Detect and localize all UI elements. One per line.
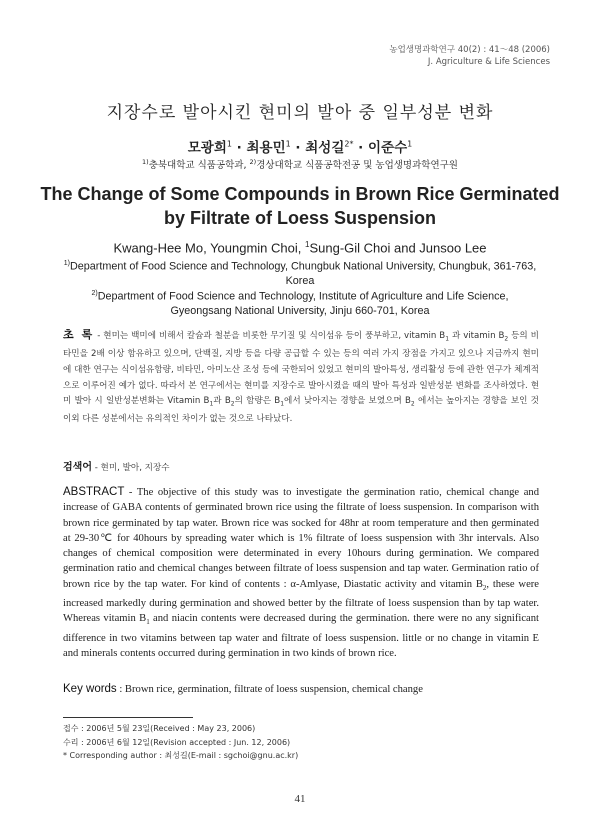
korean-affiliation: [0, 157, 600, 171]
korean-keywords-label: 검색어: [63, 462, 92, 473]
authors-sup: 1: [305, 240, 310, 249]
abstract-sub: 2: [504, 335, 509, 343]
abstract-sub: 2: [410, 400, 415, 408]
abstract-text: 에서는 높아지는 경향을 보인 것 이외 다른 성분에서는 유의적인 차이가 없는 것으로 나타났다.: [63, 396, 539, 425]
abstract-text: 의 함량은 B: [234, 396, 281, 407]
abstract-sub: 1: [280, 400, 285, 408]
journal-name: J. Agriculture & Life Sciences: [427, 57, 550, 67]
aff-text: 충북대학교 식품공학과,: [148, 160, 250, 171]
author-name: 이준수: [368, 140, 408, 156]
abstract-text: - 현미는 백미에 비해서 칼슘과 철분을 비롯한 무기질 및 식이섬유 등이 풍부하고, vitamin B: [94, 331, 446, 341]
aff-sup: 1): [63, 260, 70, 267]
korean-authors: [0, 136, 600, 156]
abstract-text: 과 vitamin B: [449, 331, 505, 341]
english-affiliation-1: [60, 257, 540, 288]
journal-citation: 농업생명과학연구 40(2) : 41～48 (2006): [389, 45, 550, 55]
abstract-text: 과 B: [213, 396, 231, 407]
footnote-received: 접수 : 2006년 5월 23일(Received : May 23, 2006): [63, 724, 256, 733]
abstract-sub: 2: [482, 583, 487, 592]
page-number: 41: [294, 793, 306, 805]
english-abstract: [63, 485, 539, 661]
korean-title: 지장수로 발아시킨 현미의 발아 중 일부성분 변화: [106, 103, 494, 123]
english-keywords-label: Key words: [63, 683, 117, 695]
authors-text: Kwang-Hee Mo, Youngmin Choi,: [113, 240, 305, 256]
english-abstract-label: ABSTRACT: [63, 486, 125, 498]
abstract-text: - The objective of this study was to investigate the germination ratio, chemical change and increase of GABA contents of germinated brown rice using the filtrate of loess suspension. In comparison with brown rice germinated by tap water. Brown rice was socked for 48hr at room temperature and then germinated at 29-30℃ for 40hours by spreading water which is 1% filtrate of loess suspension with 3hr intervals. Also changes of chemical composition were determinated in every 10hours during germination. We compared germination ratio and chemical changes between filtrate of loess suspension and tap water. Germination ratio of brown rice by the tap water. For kind of contents : α-Amlyase, Diastatic activity and vitamin B: [63, 487, 539, 590]
aff-sup: 1): [142, 157, 149, 166]
aff-text: Department of Food Science and Technology, Institute of Agriculture and Life Science, Gyeongsang National University, Jinju 660-701, Korea: [97, 290, 509, 317]
abstract-text: 에서 낮아지는 경향을 보였으며 B: [284, 396, 411, 407]
korean-abstract: [63, 327, 539, 428]
journal-header: [389, 44, 550, 68]
footnote-accepted: 수리 : 2006년 6월 12일(Revision accepted : Jun. 12, 2006): [63, 737, 291, 747]
english-title: The Change of Some Compounds in Brown Rice Germinated by Filtrate of Loess Suspension: [40, 184, 560, 228]
abstract-text: and niacin contents were decreased during the germination. there were no any significant difference in two vitamins between tap water and filtrate of loess suspension. little or no change in vitamin E and minerals contents occurred during germination in two kinds of brown rice.: [63, 613, 539, 660]
aff-sup: 2): [249, 157, 257, 166]
author-name: 최용민: [246, 140, 286, 156]
author-sup: 2*: [344, 139, 354, 149]
author-sup: 1: [407, 139, 413, 149]
aff-text: 경상대학교 식품공학전공 및 농업생명과학연구원: [256, 160, 458, 171]
author-separator: ·: [353, 140, 369, 156]
aff-sup: 2): [91, 290, 98, 297]
authors-text: Sung-Gil Choi and Junsoo Lee: [309, 240, 487, 256]
author-name: 최성길: [305, 140, 345, 156]
footnote-corresponding: * Corresponding author : 최성길(E-mail : sgchoi@gnu.ac.kr): [63, 751, 299, 760]
abstract-text: , these were increased markedly during germination and showed better by the filtrate of loess suspension than by tap water. Whereas vitamin B: [63, 578, 539, 625]
english-affiliation-2: [60, 287, 540, 318]
abstract-sub: 1: [209, 400, 214, 408]
keywords-text: - 현미, 발아, 지장수: [91, 463, 170, 473]
english-keywords: [63, 683, 539, 695]
footnotes: [63, 722, 298, 763]
korean-abstract-label: 초 록: [63, 328, 95, 341]
english-authors: [0, 240, 600, 255]
abstract-sub: 1: [146, 618, 150, 627]
korean-keywords: [63, 458, 170, 473]
keywords-text: : Brown rice, germination, filtrate of loess suspension, chemical change: [116, 684, 423, 695]
author-separator: ·: [231, 140, 247, 156]
abstract-sub: 2: [230, 400, 235, 408]
abstract-sub: 1: [445, 335, 450, 343]
aff-text: Department of Food Science and Technology, Chungbuk National University, Chungbuk, 361-763, Korea: [69, 260, 537, 287]
author-sup: 1: [226, 139, 232, 149]
author-name: 모광희: [187, 140, 227, 156]
abstract-text: 등의 비타민을 2배 이상 함유하고 있으며, 단백질, 지방 등을 다량 공급할 수 있는 등의 여러 가지 장점을 가지고 있으나 지금까지 현미에 대한 연구는 식이섬유함량, 비타민, 아미노산 조성 등에 국한되어 있었고 현미의 발아특성, 생리활성 등에 관한 연구가 체계적으로 이루어진 예가 없다. 따라서 본 연구에서는 현미를 지장수로 발아시켰을 때의 발아 특성과 일반성분 변화를 조사하였다. 현미 발아 시 일반성분변화는 Vitamin B: [63, 331, 539, 407]
author-sup: 1: [285, 139, 291, 149]
author-separator: ·: [290, 140, 306, 156]
footnote-divider: [63, 717, 193, 718]
